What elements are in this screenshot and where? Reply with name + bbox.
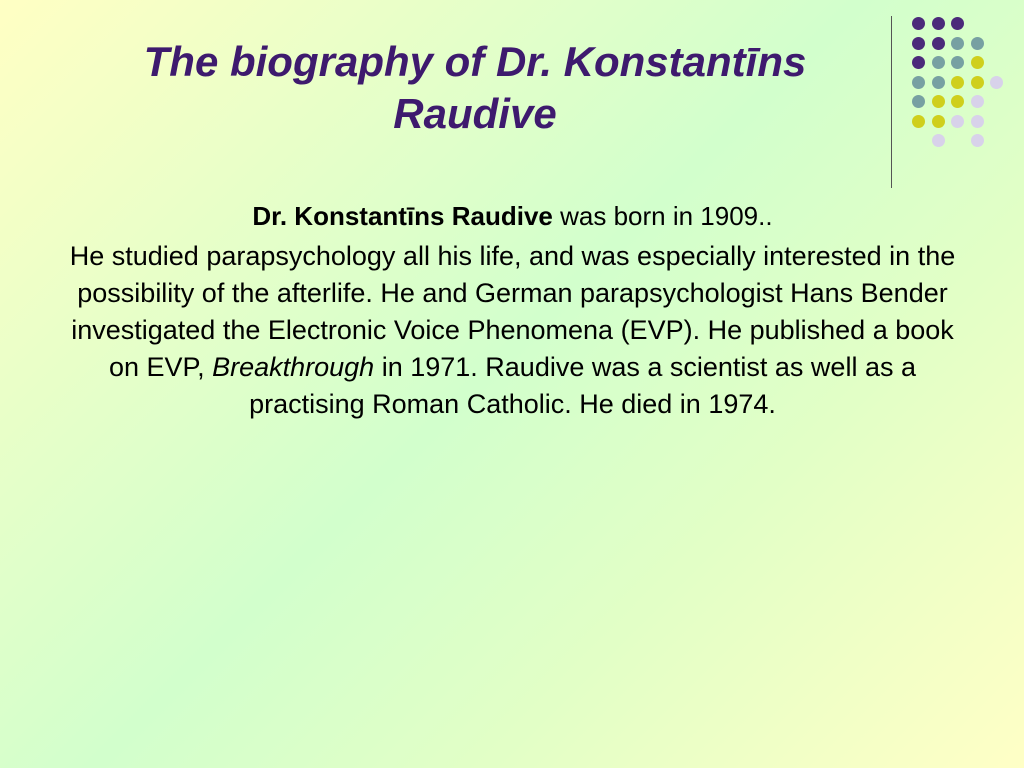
- dot-purple: [932, 37, 945, 50]
- vertical-divider: [891, 16, 892, 188]
- dot-olive: [951, 95, 964, 108]
- biography-text-end: in 1971. Raudive was a scientist as well as a practising Roman Catholic. He died in 1974.: [249, 352, 916, 419]
- dot-olive: [932, 95, 945, 108]
- dot-lavender: [971, 95, 984, 108]
- biography-paragraph: [60, 238, 965, 423]
- dot-lavender: [971, 115, 984, 128]
- birth-text: was born in 1909..: [552, 201, 773, 231]
- slide-title: [60, 36, 890, 140]
- dot-purple: [932, 17, 945, 30]
- dot-teal: [971, 37, 984, 50]
- dot-purple: [912, 56, 925, 69]
- dot-teal: [912, 95, 925, 108]
- dot-teal: [932, 56, 945, 69]
- dot-lavender: [951, 115, 964, 128]
- dot-teal: [951, 37, 964, 50]
- dot-olive: [912, 115, 925, 128]
- dot-lavender: [990, 76, 1003, 89]
- dot-olive: [971, 56, 984, 69]
- dot-lavender: [932, 134, 945, 147]
- dot-olive: [971, 76, 984, 89]
- biography-text-start: He studied parapsychology all his life, and was especially interested in the possibility of the afterlife. He and German parapsychologist Hans Bender investigated the Electronic Voice Phenomena (EVP). He published a book on EVP,: [69, 241, 956, 382]
- dot-purple: [951, 17, 964, 30]
- dot-teal: [951, 56, 964, 69]
- dot-teal: [932, 76, 945, 89]
- person-name: Dr. Konstantīns Raudive: [252, 201, 553, 231]
- dot-purple: [912, 17, 925, 30]
- dot-purple: [912, 37, 925, 50]
- birth-paragraph: [60, 198, 965, 234]
- dot-olive: [932, 115, 945, 128]
- dot-lavender: [971, 134, 984, 147]
- book-title: Breakthrough: [212, 352, 375, 382]
- dot-teal: [912, 76, 925, 89]
- title-line-1: The biography of Dr. Konstantīns: [143, 38, 807, 85]
- slide-body: [60, 198, 965, 423]
- title-line-2: Raudive: [393, 90, 557, 137]
- dot-olive: [951, 76, 964, 89]
